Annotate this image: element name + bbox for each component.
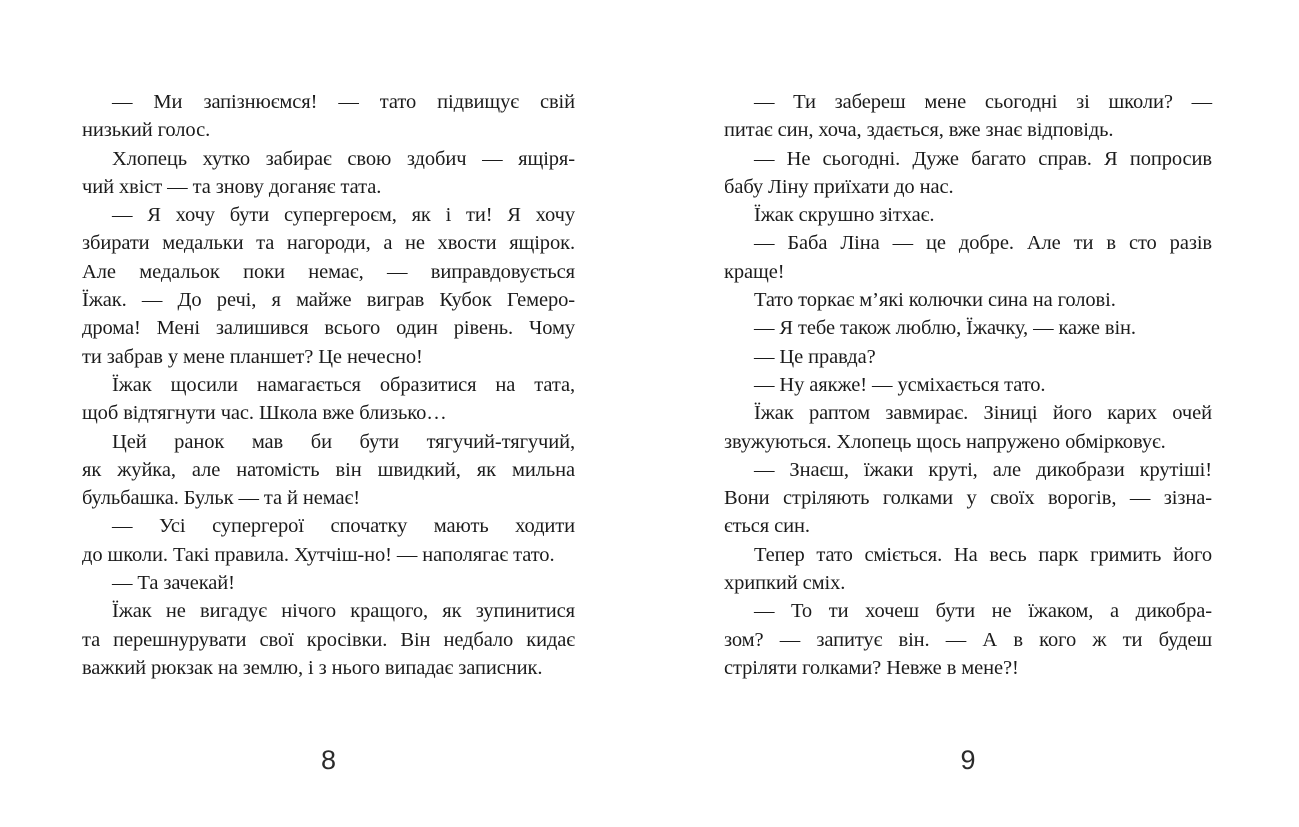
paragraph (724, 343, 1212, 371)
text-line: до школи. Такі правила. Хутчіш-но! — наполягає тато. (82, 543, 555, 566)
paragraph (82, 597, 575, 682)
text-line: чий хвіст — та знову доганяє тата. (82, 175, 382, 198)
text-line: хрипкий сміх. (724, 572, 846, 595)
text-line: зом? — запитує він. — А в кого ж ти будеш (724, 628, 1212, 651)
paragraph (724, 456, 1212, 541)
page-right (724, 88, 1212, 682)
text-line: Їжак раптом завмирає. Зіниці його карих очей (754, 402, 1212, 425)
text-line: низький голос. (82, 119, 211, 142)
text-line: Хлопець хутко забирає свою здобич — ящіря- (112, 147, 575, 170)
text-line: Їжак. — До речі, я майже виграв Кубок Гемеро- (82, 289, 575, 312)
text-line: — Я тебе також люблю, Їжачку, — каже він. (754, 317, 1136, 340)
text-line: — Це правда? (754, 345, 876, 368)
text-line: бульбашка. Бульк — та й немає! (82, 487, 360, 510)
text-line: — Знаєш, їжаки круті, але дикобрази крутіші! (754, 458, 1212, 481)
paragraph (724, 597, 1212, 682)
text-line: — Усі супергерої спочатку мають ходити (112, 515, 575, 538)
text-line: Їжак скрушно зітхає. (754, 204, 935, 227)
text-line: питає син, хоча, здається, вже знає відповідь. (724, 119, 1114, 142)
text-line: ти забрав у мене планшет? Це нечесно! (82, 345, 423, 368)
text-line: стріляти голками? Невже в мене?! (724, 656, 1019, 679)
paragraph (724, 229, 1212, 286)
text-line: Вони стріляють голками у своїх ворогів, — зізна- (724, 487, 1212, 510)
paragraph (82, 428, 575, 513)
text-line: Цей ранок мав би бути тягучий-тягучий, (112, 430, 575, 453)
text-line: звужуються. Хлопець щось напружено обмірковує. (724, 430, 1166, 453)
text-line: як жуйка, але натомість він швидкий, як мильна (82, 458, 575, 481)
text-line: збирати медальки та нагороди, а не хвости ящірок. (82, 232, 575, 255)
text-line: краще! (724, 260, 785, 283)
text-line: важкий рюкзак на землю, і з нього випадає записник. (82, 656, 543, 679)
paragraph (82, 201, 575, 371)
page-right-text (724, 88, 1212, 682)
text-line: Їжак щосили намагається образитися на тата, (112, 373, 575, 396)
text-line: Але медальок поки немає, — виправдовується (82, 260, 575, 283)
text-line: ється син. (724, 515, 810, 538)
paragraph (82, 512, 575, 569)
text-line: Тепер тато сміється. На весь парк гримить його (754, 543, 1212, 566)
paragraph (724, 145, 1212, 202)
text-line: та перешнурувати свої кросівки. Він недбало кидає (82, 628, 575, 651)
paragraph (724, 371, 1212, 399)
page-number-left: 8 (320, 745, 337, 775)
text-line: дрома! Мені залишився всього один рівень. Чому (82, 317, 575, 340)
text-line: — Не сьогодні. Дуже багато справ. Я попросив (754, 147, 1212, 170)
page-number-right: 9 (960, 745, 976, 775)
paragraph (724, 399, 1212, 456)
text-line: — Ти забереш мене сьогодні зі школи? — (754, 91, 1212, 113)
paragraph (724, 541, 1212, 598)
text-line: — Та зачекай! (112, 572, 235, 595)
text-line: Їжак не вигадує нічого кращого, як зупинитися (112, 600, 575, 623)
text-line: — Я хочу бути супергероєм, як і ти! Я хочу (112, 204, 575, 227)
page-left-text (82, 88, 575, 682)
paragraph (82, 569, 575, 597)
text-line: — То ти хочеш бути не їжаком, а дикобра- (754, 600, 1212, 623)
paragraph (82, 145, 575, 202)
paragraph (724, 286, 1212, 314)
text-line: бабу Ліну приїхати до нас. (724, 175, 954, 198)
paragraph (82, 88, 575, 145)
text-line: — Ми запізнюємся! — тато підвищує свій (112, 91, 575, 113)
text-line: — Баба Ліна — це добре. Але ти в сто разів (754, 232, 1212, 255)
paragraph (82, 371, 575, 428)
paragraph (724, 201, 1212, 229)
page-left (82, 88, 575, 682)
text-line: — Ну аякже! — усміхається тато. (754, 373, 1046, 396)
text-line: щоб відтягнути час. Школа вже близько… (82, 402, 447, 425)
paragraph (724, 88, 1212, 145)
paragraph (724, 314, 1212, 342)
text-line: Тато торкає м’які колючки сина на голові. (754, 289, 1116, 312)
